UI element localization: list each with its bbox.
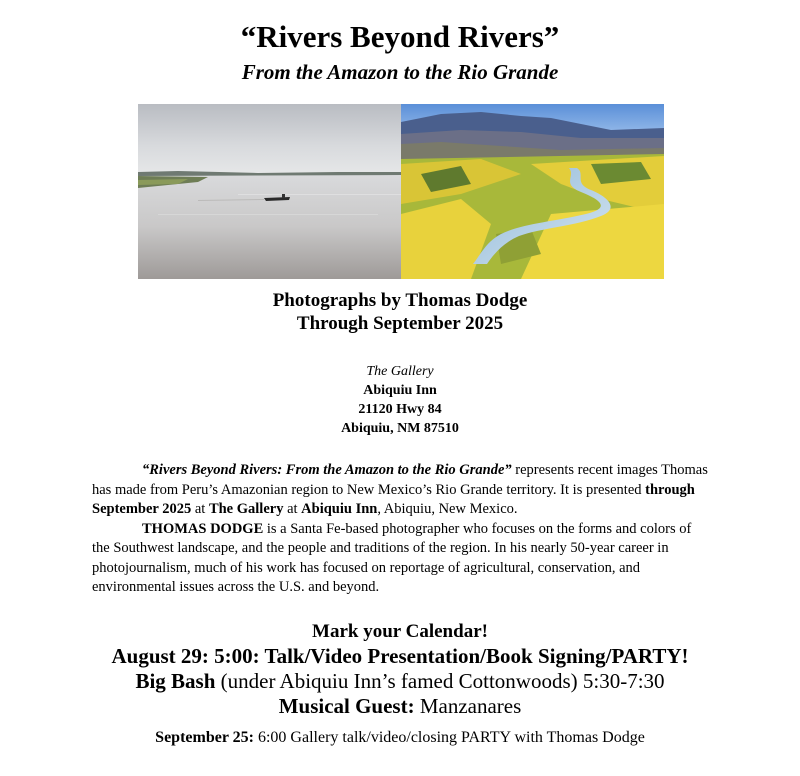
page-subtitle: From the Amazon to the Rio Grande <box>241 60 559 84</box>
amazon-photo <box>138 104 401 279</box>
amazon-river-image <box>138 104 401 279</box>
byline-dates: Through September 2025 <box>296 313 504 334</box>
description <box>92 461 712 598</box>
venue-city: Abiquiu, NM 87510 <box>341 421 459 436</box>
venue-street: 21120 Hwy 84 <box>358 402 442 417</box>
event-musical-guest: Musical Guest: Manzanares <box>278 694 522 718</box>
event-big-bash: Big Bash (under Abiquiu Inn’s famed Cottonwoods) 5:30-7:30 <box>135 669 665 693</box>
venue-gallery: The Gallery <box>366 364 434 379</box>
venue-name: Abiquiu Inn <box>363 383 437 398</box>
calendar-heading: Mark your Calendar! <box>312 621 488 642</box>
event-august-29: August 29: 5:00: Talk/Video Presentation/Book Signing/PARTY! <box>111 644 689 668</box>
event-september-25: September 25: 6:00 Gallery talk/video/closing PARTY with Thomas Dodge <box>155 729 645 746</box>
photographer-name: THOMAS DODGE <box>142 520 264 537</box>
calendar <box>0 620 800 749</box>
byline <box>0 289 800 335</box>
description-paragraph-2: THOMAS DODGE is a Santa Fe-based photographer who focuses on the forms and colors of the Southwest landscape, and the people and traditions of the region. In his nearly 50-year career in photojournalism, much of his work has focused on reportage of agricultural, conservation, and environmental issues across the U.S. and beyond. <box>92 520 692 595</box>
description-paragraph-1: “Rivers Beyond Rivers: From the Amazon to the Rio Grande” represents recent images Thomas has made from Peru’s Amazonian region to New Mexico’s Rio Grande territory. It is presented through September 2025 at The Gallery at Abiquiu Inn, Abiquiu, New Mexico. <box>92 462 708 517</box>
venue-address <box>0 362 800 438</box>
exhibit-title-inline: “Rivers Beyond Rivers: From the Amazon to the Rio Grande” <box>142 462 512 478</box>
rio-grande-photo <box>401 104 664 279</box>
page-title: “Rivers Beyond Rivers” <box>240 19 560 54</box>
photo-strip <box>138 104 664 279</box>
byline-photographer: Photographs by Thomas Dodge <box>272 290 528 311</box>
rio-grande-image <box>401 104 664 279</box>
